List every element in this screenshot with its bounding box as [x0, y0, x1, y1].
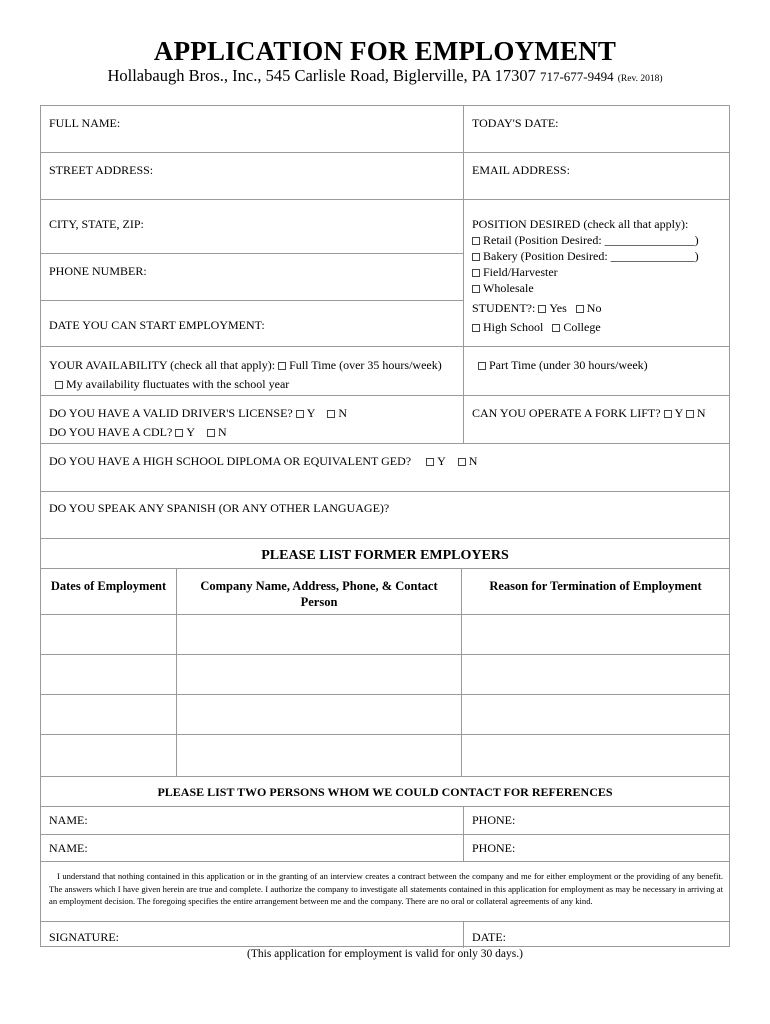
column-divider — [463, 106, 464, 443]
field-harvester-option[interactable]: Field/Harvester — [472, 265, 558, 279]
drivers-license-question: DO YOU HAVE A VALID DRIVER'S LICENSE? Y N — [49, 406, 348, 420]
street-address-field[interactable]: STREET ADDRESS: — [49, 163, 154, 177]
employers-heading: PLEASE LIST FORMER EMPLOYERS — [261, 548, 509, 563]
fork-lift-question: CAN YOU OPERATE A FORK LIFT? Y N — [472, 406, 706, 420]
row-divider — [41, 694, 729, 695]
todays-date-field[interactable]: TODAY'S DATE: — [472, 116, 559, 130]
retail-option[interactable]: Retail (Position Desired: _______________) — [472, 233, 699, 247]
position-desired-label: POSITION DESIRED (check all that apply): — [472, 217, 689, 231]
signature-field[interactable]: SIGNATURE: — [49, 930, 120, 944]
legal-statement: I understand that nothing contained in this application or in the granting of an interview creates a contract between the company and me for either employment or the providing of any benefit. The answers which I have given herein are true and complete. I authorize the company to investigate all statements contained in this application for employment as may be necessary in arriving at an employment decision. The foregoing specifies the entire arrangement between me and the company. There are no oral or collateral agreements of any kind. — [49, 871, 723, 906]
city-state-zip-field[interactable]: CITY, STATE, ZIP: — [49, 217, 144, 231]
signature-date-field[interactable]: DATE: — [472, 930, 506, 944]
column-divider — [463, 921, 464, 948]
checkbox-icon[interactable] — [538, 305, 546, 313]
student-no: No — [586, 301, 602, 315]
row-divider — [41, 253, 463, 254]
references-heading: PLEASE LIST TWO PERSONS WHOM WE COULD CONTACT FOR REFERENCES — [157, 785, 613, 799]
reference-2-phone[interactable]: PHONE: — [472, 841, 516, 855]
fluctuates-option[interactable]: My availability fluctuates with the school year — [55, 377, 289, 391]
checkbox-icon[interactable] — [278, 362, 286, 370]
student-question: STUDENT?: Yes No — [472, 301, 602, 315]
column-divider — [176, 568, 177, 776]
full-time-option: Full Time (over 35 hours/week) — [289, 358, 442, 372]
checkbox-icon[interactable] — [472, 324, 480, 332]
row-divider — [41, 568, 729, 569]
row-divider — [41, 199, 729, 200]
row-divider — [41, 614, 729, 615]
spanish-question[interactable]: DO YOU SPEAK ANY SPANISH (OR ANY OTHER LANGUAGE)? — [49, 501, 390, 515]
checkbox-icon[interactable] — [472, 253, 480, 261]
checkbox-icon[interactable] — [207, 429, 215, 437]
student-yes: Yes — [549, 301, 567, 315]
student-level — [472, 320, 601, 334]
application-form — [40, 105, 730, 947]
checkbox-icon[interactable] — [576, 305, 584, 313]
company-column-header: Company Name, Address, Phone, & Contact Person — [200, 579, 438, 609]
reference-1-name[interactable]: NAME: — [49, 813, 88, 827]
availability-question: YOUR AVAILABILITY (check all that apply): Full Time (over 35 hours/week) — [49, 358, 442, 372]
row-divider — [41, 395, 729, 396]
diploma-question: DO YOU HAVE A HIGH SCHOOL DIPLOMA OR EQUIVALENT GED? Y N — [49, 454, 478, 468]
row-divider — [41, 346, 729, 347]
checkbox-icon[interactable] — [472, 285, 480, 293]
row-divider — [41, 491, 729, 492]
company-address — [0, 66, 770, 86]
checkbox-icon[interactable] — [472, 237, 480, 245]
wholesale-option[interactable]: Wholesale — [472, 281, 534, 295]
college-option: College — [563, 320, 601, 334]
checkbox-icon[interactable] — [664, 410, 672, 418]
checkbox-icon[interactable] — [327, 410, 335, 418]
revision-note: (Rev. 2018) — [617, 74, 663, 84]
column-divider — [463, 806, 464, 861]
row-divider — [41, 806, 729, 807]
checkbox-icon[interactable] — [55, 381, 63, 389]
checkbox-icon[interactable] — [478, 362, 486, 370]
dates-column-header: Dates of Employment — [50, 579, 167, 593]
start-date-field[interactable]: DATE YOU CAN START EMPLOYMENT: — [49, 318, 265, 332]
form-title: APPLICATION FOR EMPLOYMENT — [153, 36, 617, 66]
column-divider — [461, 568, 462, 776]
cdl-question: DO YOU HAVE A CDL? Y N — [49, 425, 227, 439]
bakery-option[interactable]: Bakery (Position Desired: ______________) — [472, 249, 699, 263]
row-divider — [41, 834, 729, 835]
row-divider — [41, 152, 729, 153]
checkbox-icon[interactable] — [472, 269, 480, 277]
row-divider — [41, 654, 729, 655]
checkbox-icon[interactable] — [296, 410, 304, 418]
row-divider — [41, 734, 729, 735]
row-divider — [41, 921, 729, 922]
full-name-field[interactable]: FULL NAME: — [49, 116, 121, 130]
high-school-option: High School — [483, 320, 544, 334]
company-name-address: Hollabaugh Bros., Inc., 545 Carlisle Road, Biglerville, PA 17307 — [107, 66, 536, 85]
reference-1-phone[interactable]: PHONE: — [472, 813, 516, 827]
row-divider — [41, 443, 729, 444]
email-address-field[interactable]: EMAIL ADDRESS: — [472, 163, 570, 177]
checkbox-icon[interactable] — [686, 410, 694, 418]
row-divider — [41, 300, 463, 301]
reference-2-name[interactable]: NAME: — [49, 841, 88, 855]
checkbox-icon[interactable] — [426, 458, 434, 466]
phone-number-field[interactable]: PHONE NUMBER: — [49, 264, 147, 278]
checkbox-icon[interactable] — [552, 324, 560, 332]
reason-column-header: Reason for Termination of Employment — [489, 579, 702, 593]
part-time-option[interactable]: Part Time (under 30 hours/week) — [478, 358, 648, 372]
validity-note: (This application for employment is valid for only 30 days.) — [247, 948, 523, 960]
checkbox-icon[interactable] — [175, 429, 183, 437]
company-phone: 717-677-9494 — [539, 69, 614, 84]
row-divider — [41, 861, 729, 862]
row-divider — [41, 538, 729, 539]
column-divider — [463, 395, 464, 443]
row-divider — [41, 776, 729, 777]
checkbox-icon[interactable] — [458, 458, 466, 466]
